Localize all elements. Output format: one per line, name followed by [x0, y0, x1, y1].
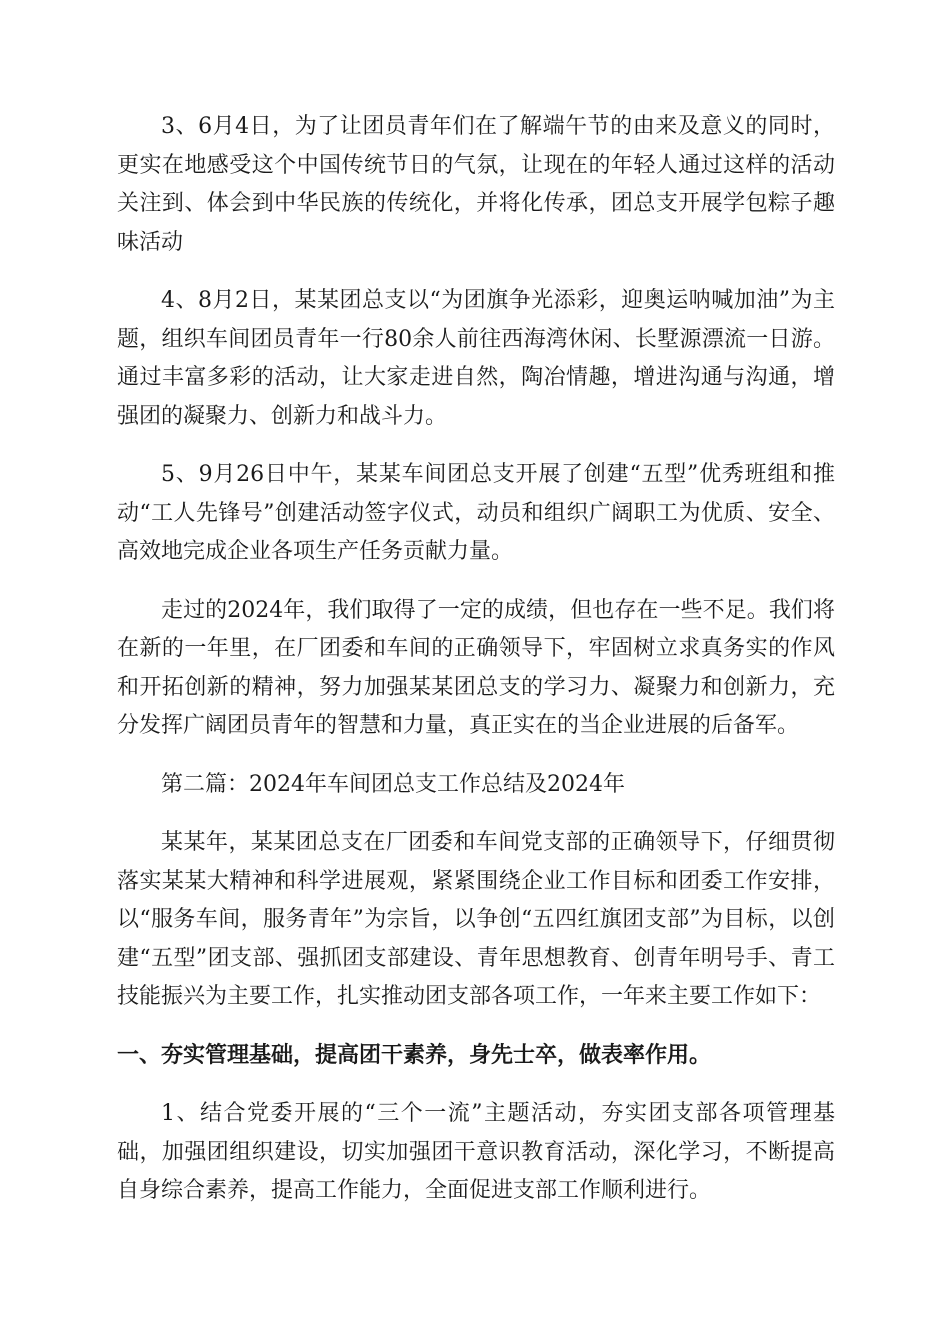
paragraph-intro: 某某年，某某团总支在厂团委和车间党支部的正确领导下，仔细贯彻落实某某大精神和科学进展观，紧紧围绕企业工作目标和团委工作安排，以“服务车间，服务青年”为宗旨，以争创“五四红旗团支部”为目标，以创建“五型”团支部、强抓团支部建设、青年思想教育、创青年明号手、青工技能振兴为主要工作，扎实推动团支部各项工作，一年来主要工作如下： — [117, 830, 835, 1009]
paragraph-section-title: 第二篇：2024年车间团总支工作总结及2024年 — [161, 771, 625, 797]
paragraph-item-4: 4、8月2日，某某团总支以“为团旗争光添彩，迎奥运呐喊加油”为主题，组织车间团员青年一行80余人前往西海湾休闲、长墅源漂流一日游。通过丰富多彩的活动，让大家走进自然，陶冶情趣，增进沟通与沟通，增强团的凝聚力、创新力和战斗力。 — [117, 288, 835, 429]
document-body — [117, 108, 835, 1231]
paragraph-item-1: 1、结合党委开展的“三个一流”主题活动，夯实团支部各项管理基础，加强团组织建设，切实加强团干意识教育活动，深化学习，不断提高自身综合素养，提高工作能力，全面促进支部工作顺利进行。 — [117, 1101, 835, 1203]
paragraph-item-3: 3、6月4日，为了让团员青年们在了解端午节的由来及意义的同时，更实在地感受这个中国传统节日的气氛，让现在的年轻人通过这样的活动关注到、体会到中华民族的传统化，并将化传承，团总支开展学包粽子趣味活动 — [117, 114, 835, 255]
section-heading: 一、夯实管理基础，提高团干素养，身先士卒，做表率作用。 — [117, 1042, 712, 1068]
paragraph-summary: 走过的2024年，我们取得了一定的成绩，但也存在一些不足。我们将在新的一年里，在厂团委和车间的正确领导下，牢固树立求真务实的作风和开拓创新的精神，努力加强某某团总支的学习力、凝聚力和创新力，充分发挥广阔团员青年的智慧和力量，真正实在的当企业进展的后备军。 — [117, 597, 835, 738]
paragraph-item-5: 5、9月26日中午，某某车间团总支开展了创建“五型”优秀班组和推动“工人先锋号”创建活动签字仪式，动员和组织广阔职工为优质、安全、高效地完成企业各项生产任务贡献力量。 — [117, 462, 835, 564]
